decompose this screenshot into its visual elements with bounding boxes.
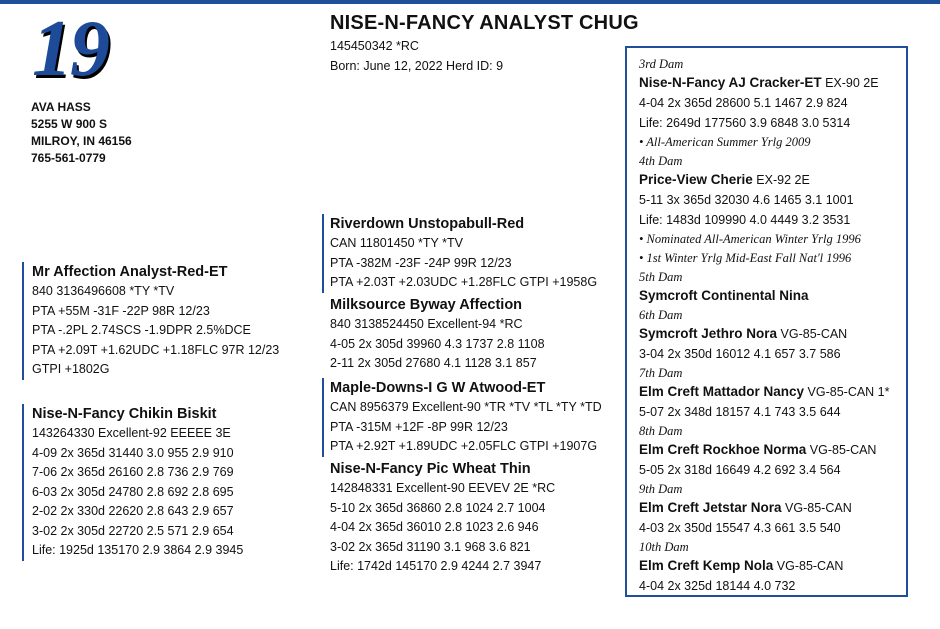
ancestor-dam-record: 4-04 2x 325d 18144 4.0 732 [639,579,796,593]
consignor-info [31,99,132,167]
ancestor-dam-score: EX-90 2E [825,76,879,90]
animal-id: 145450342 *RC [330,39,419,53]
sire-line: PTA -.2PL 2.74SCS -1.9DPR 2.5%DCE [32,323,251,337]
ancestor-dam-line [639,170,906,190]
maternal-line-box [625,46,908,597]
ancestor-dam-record: 4-03 2x 350d 15547 4.3 661 3.5 540 [639,521,841,535]
top-rule [0,0,940,4]
dam-line: 7-06 2x 365d 26160 2.8 736 2.9 769 [32,465,234,479]
ancestor-dam-note: • All-American Summer Yrlg 2009 [639,135,811,149]
ancestor-dam-record: 3-04 2x 350d 16012 4.1 657 3.7 586 [639,347,841,361]
lot-number: 19 [32,5,108,93]
dam-of-dam-line: Life: 1742d 145170 2.9 4244 2.7 3947 [330,559,542,573]
ancestor-dam-name: Elm Creft Rockhoe Norma [639,442,807,457]
sire-of-sire-name: Riverdown Unstopabull-Red [330,216,525,232]
ancestor-dam-name: Elm Creft Jetstar Nora [639,500,782,515]
consignor-name: AVA HASS [31,100,91,114]
ancestor-dam-line [639,440,906,460]
ancestor-dam-note: • 1st Winter Yrlg Mid-East Fall Nat'l 1996 [639,251,852,265]
ancestor-dam-name: Nise-N-Fancy AJ Cracker-ET [639,75,822,90]
dam-of-sire-line: 840 3138524450 Excellent-94 *RC [330,317,523,331]
consignor-city: MILROY, IN 46156 [31,134,132,148]
dam-block [22,404,243,561]
fourth-dam [639,152,906,268]
ancestor-dam-record: 4-04 2x 365d 28600 5.1 1467 2.9 824 [639,96,848,110]
ancestor-dam-score: VG-85-CAN [776,559,844,573]
dam-of-sire-block [330,295,545,374]
dam-name: Nise-N-Fancy Chikin Biskit [32,406,217,422]
ancestor-dam-line [639,498,906,518]
ancestor-dam-note: • Nominated All-American Winter Yrlg 1996 [639,232,861,246]
ancestor-dam-name: Elm Creft Kemp Nola [639,558,774,573]
dam-line: 2-02 2x 330d 22620 2.8 643 2.9 657 [32,504,234,518]
ancestor-dam-score: EX-92 2E [756,173,810,187]
sire-line: PTA +55M -31F -22P 98R 12/23 [32,303,210,318]
dam-generation-label: 4th Dam [639,154,683,168]
dam-of-dam-name: Nise-N-Fancy Pic Wheat Thin [330,461,531,477]
dam-generation-label: 9th Dam [639,482,683,496]
animal-born: Born: June 12, 2022 Herd ID: 9 [330,59,504,73]
dam-of-dam-line: 142848331 Excellent-90 EEVEV 2E *RC [330,481,556,495]
consignor-phone: 765-561-0779 [31,151,106,165]
ancestor-dam-line [639,382,906,402]
sire-line: PTA +2.09T +1.62UDC +1.18FLC 97R 12/23 [32,342,280,357]
sire-of-dam-block [322,378,602,457]
dam-of-dam-block [330,459,555,577]
animal-header [330,10,639,76]
tenth-dam [639,538,906,596]
animal-name: NISE-N-FANCY ANALYST CHUG [330,12,639,34]
ninth-dam [639,480,906,538]
sire-name: Mr Affection Analyst-Red-ET [32,264,228,280]
eighth-dam [639,422,906,480]
sire-of-dam-line: CAN 8956379 Excellent-90 *TR *TV *TL *TY *TD [330,400,602,414]
dam-line: 4-09 2x 365d 31440 3.0 955 2.9 910 [32,445,234,460]
fifth-dam [639,268,906,306]
ancestor-dam-line [639,556,906,576]
sire-of-dam-line: PTA -315M +12F -8P 99R 12/23 [330,419,508,434]
dam-line: 6-03 2x 305d 24780 2.8 692 2.8 695 [32,484,234,499]
dam-of-sire-line: 2-11 2x 305d 27680 4.1 1128 3.1 857 [330,356,537,370]
sire-of-dam-name: Maple-Downs-I G W Atwood-ET [330,380,546,396]
ancestor-dam-line [639,286,906,306]
sire-line: GTPI +1802G [32,362,110,376]
dam-generation-label: 3rd Dam [639,57,684,71]
dam-generation-label: 7th Dam [639,366,683,380]
dam-generation-label: 10th Dam [639,540,689,554]
dam-generation-label: 8th Dam [639,424,683,438]
dam-of-sire-name: Milksource Byway Affection [330,297,523,313]
sixth-dam [639,306,906,364]
ancestor-dam-line [639,324,906,344]
sire-line: 840 3136496608 *TY *TV [32,284,175,298]
dam-generation-label: 5th Dam [639,270,683,284]
ancestor-dam-name: Symcroft Jethro Nora [639,326,778,341]
sire-of-sire-line: CAN 11801450 *TY *TV [330,236,463,250]
ancestor-dam-record: Life: 2649d 177560 3.9 6848 3.0 5314 [639,116,851,130]
dam-generation-label: 6th Dam [639,308,683,322]
ancestor-dam-score: VG-85-CAN [809,443,877,457]
ancestor-dam-score: VG-85-CAN [780,327,848,341]
dam-of-sire-line: 4-05 2x 305d 39960 4.3 1737 2.8 1108 [330,336,545,351]
ancestor-dam-name: Elm Creft Mattador Nancy [639,384,805,399]
ancestor-dam-line [639,73,906,93]
sire-of-sire-block [322,214,597,293]
seventh-dam [639,364,906,422]
dam-of-dam-line: 3-02 2x 365d 31190 3.1 968 3.6 821 [330,539,531,554]
sire-of-dam-line: PTA +2.92T +1.89UDC +2.05FLC GTPI +1907G [330,439,598,453]
ancestor-dam-record: Life: 1483d 109990 4.0 4449 3.2 3531 [639,213,851,227]
dam-line: 3-02 2x 305d 22720 2.5 571 2.9 654 [32,523,234,538]
ancestor-dam-record: 5-07 2x 348d 18157 4.1 743 3.5 644 [639,405,841,419]
ancestor-dam-score: VG-85-CAN [785,501,852,515]
ancestor-dam-score: VG-85-CAN 1* [807,385,890,399]
ancestor-dam-name: Price-View Cherie [639,172,753,187]
dam-of-dam-line: 4-04 2x 365d 36010 2.8 1023 2.6 946 [330,520,539,534]
ancestor-dam-record: 5-05 2x 318d 16649 4.2 692 3.4 564 [639,463,841,477]
sire-of-sire-line: PTA +2.03T +2.03UDC +1.28FLC GTPI +1958G [330,275,598,289]
dam-of-dam-line: 5-10 2x 365d 36860 2.8 1024 2.7 1004 [330,500,546,515]
ancestor-dam-name: Symcroft Continental Nina [639,288,809,303]
dam-line: Life: 1925d 135170 2.9 3864 2.9 3945 [32,543,244,557]
third-dam [639,55,906,152]
sire-of-sire-line: PTA -382M -23F -24P 99R 12/23 [330,255,512,270]
ancestor-dam-record: 5-11 3x 365d 32030 4.6 1465 3.1 1001 [639,193,854,207]
sire-block [22,262,279,380]
consignor-address: 5255 W 900 S [31,117,108,131]
dam-line: 143264330 Excellent-92 EEEEE 3E [32,426,231,440]
